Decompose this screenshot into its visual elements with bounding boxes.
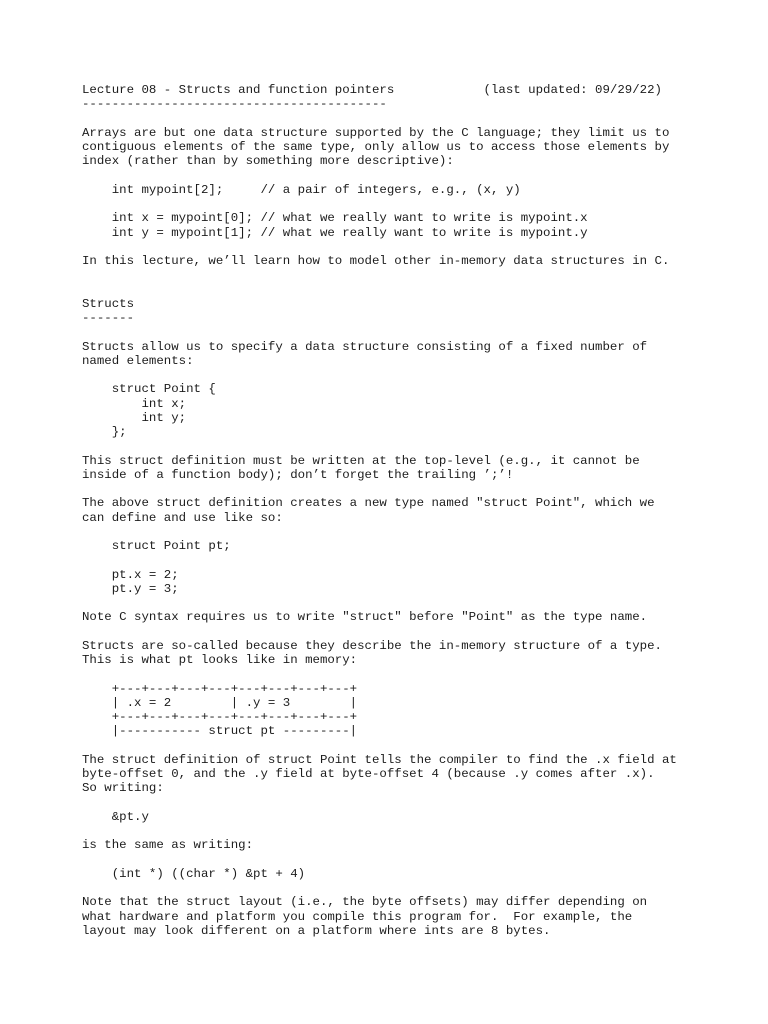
blank-line — [82, 368, 762, 382]
text-line: Arrays are but one data structure supported by the C language; they limit us to — [82, 125, 670, 140]
code-line: struct Point pt; — [82, 539, 231, 553]
text-line: Note C syntax requires us to write "struct" before "Point" as the type name. — [82, 610, 648, 625]
blank-line — [82, 268, 762, 282]
blank-line — [82, 853, 762, 867]
text-line: byte-offset 0, and the .y field at byte-offset 4 (because .y comes after .x). — [82, 767, 655, 781]
code-line: pt.y = 3; — [82, 581, 179, 596]
blank-line — [82, 240, 762, 254]
blank-line — [82, 283, 762, 297]
blank-line — [82, 197, 762, 211]
blank-line — [82, 325, 762, 339]
lecture-text — [82, 83, 762, 938]
section-heading-structs: Structs — [82, 296, 135, 311]
code-line: int x; — [82, 396, 187, 411]
text-line: is the same as writing: — [82, 838, 254, 853]
code-line: }; — [82, 425, 127, 439]
blank-line — [82, 881, 762, 895]
code-line: struct Point { — [82, 382, 216, 397]
code-line: int y; — [82, 410, 187, 425]
blank-line — [82, 824, 762, 838]
blank-line — [82, 439, 762, 453]
text-line: Structs are so-called because they describe the in-memory structure of a type. — [82, 638, 662, 653]
code-line: int x = mypoint[0]; // what we really want to write is mypoint.x — [82, 211, 588, 226]
blank-line — [82, 482, 762, 496]
text-line: contiguous elements of the same type, only allow us to access those elements by — [82, 140, 670, 154]
text-line: what hardware and platform you compile this program for. For example, the — [82, 909, 633, 924]
code-line: int mypoint[2]; // a pair of integers, e.g., (x, y) — [82, 182, 521, 197]
text-line: This is what pt looks like in memory: — [82, 653, 358, 667]
blank-line — [82, 596, 762, 610]
code-line: int y = mypoint[1]; // what we really want to write is mypoint.y — [82, 225, 588, 240]
text-line: named elements: — [82, 353, 194, 368]
text-line: The above struct definition creates a new type named "struct Point", which we — [82, 496, 655, 511]
lecture-title-line: Lecture 08 - Structs and function pointers (last updated: 09/29/22) — [82, 83, 662, 97]
code-line: |----------- struct pt ---------| — [82, 724, 358, 739]
text-line: can define and use like so: — [82, 510, 283, 525]
heading-underline: ------- — [82, 311, 135, 325]
code-line: +---+---+---+---+---+---+---+---+ — [82, 710, 358, 724]
text-line: This struct definition must be written at the top-level (e.g., it cannot be — [82, 453, 640, 468]
text-line: The struct definition of struct Point tells the compiler to find the .x field at — [82, 752, 677, 767]
blank-line — [82, 112, 762, 126]
code-line: +---+---+---+---+---+---+---+---+ — [82, 681, 358, 696]
blank-line — [82, 667, 762, 681]
text-line: Note that the struct layout (i.e., the byte offsets) may differ depending on — [82, 895, 648, 910]
blank-line — [82, 739, 762, 753]
text-line: Structs allow us to specify a data structure consisting of a fixed number of — [82, 339, 648, 354]
blank-line — [82, 169, 762, 183]
heading-underline: ----------------------------------------- — [82, 97, 387, 112]
blank-line — [82, 525, 762, 539]
text-line: index (rather than by something more descriptive): — [82, 154, 454, 169]
text-line: inside of a function body); don’t forget the trailing ’;’! — [82, 467, 514, 482]
text-line: So writing: — [82, 781, 164, 796]
blank-line — [82, 796, 762, 810]
blank-line — [82, 553, 762, 567]
lecture-notes-page — [82, 83, 762, 938]
text-line: layout may look different on a platform where ints are 8 bytes. — [82, 923, 551, 938]
code-line: &pt.y — [82, 809, 149, 824]
code-line: pt.x = 2; — [82, 567, 179, 582]
code-line: | .x = 2 | .y = 3 | — [82, 695, 358, 710]
blank-line — [82, 625, 762, 639]
code-line: (int *) ((char *) &pt + 4) — [82, 866, 306, 881]
text-line: In this lecture, we’ll learn how to model other in-memory data structures in C. — [82, 254, 670, 268]
